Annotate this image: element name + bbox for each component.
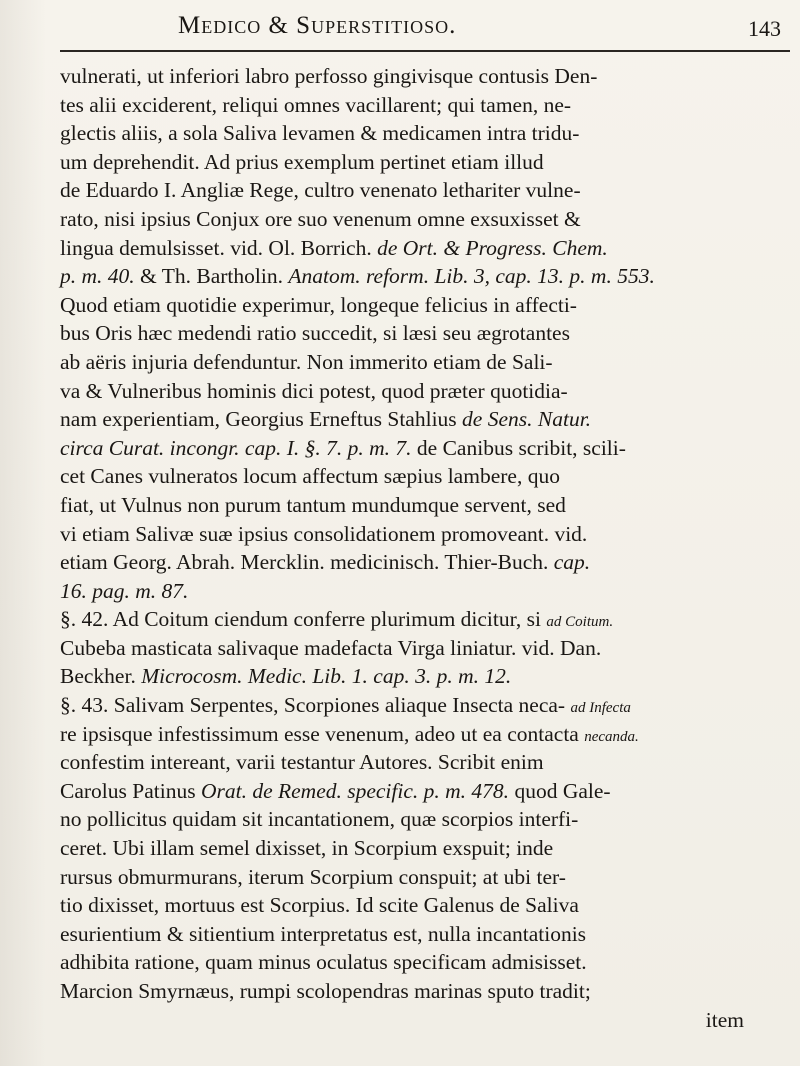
text-line xyxy=(60,291,784,320)
body-text-run: lingua demulsisset. vid. Ol. Borrich. xyxy=(60,235,378,260)
body-text-run: §. 43. Salivam Serpentes, Scorpiones aliaque Insecta neca- xyxy=(60,693,571,718)
text-line xyxy=(60,434,784,463)
body-text-run: fiat, ut Vulnus non purum tantum mundumque servent, sed xyxy=(60,492,566,517)
body-text-run: ab aëris injuria defenduntur. Non immerito etiam de Sali- xyxy=(60,349,553,374)
text-line xyxy=(60,691,784,720)
text-line xyxy=(60,662,784,691)
body-text-run: rursus obmurmurans, iterum Scorpium conspuit; at ubi ter- xyxy=(60,864,566,889)
body-text-run: item xyxy=(705,1007,744,1032)
body-text-run: de Canibus scribit, scili- xyxy=(411,435,626,460)
text-line xyxy=(60,805,784,834)
marginal-note: ad Coitum. xyxy=(546,614,614,631)
body-text-run: va & Vulneribus hominis dici potest, quod præter quotidia- xyxy=(60,378,568,403)
text-line xyxy=(60,377,784,406)
citation-text: Orat. de Remed. specific. p. m. 478. xyxy=(200,778,510,803)
body-text-run: quod Gale- xyxy=(509,778,611,803)
body-text-run: tio dixisset, mortuus est Scorpius. Id scite Galenus de Saliva xyxy=(60,893,579,918)
citation-text: 16. pag. m. 87. xyxy=(60,578,189,603)
running-title: Medico & Superstitioso. xyxy=(178,12,457,39)
text-line xyxy=(60,605,784,634)
body-text-run: Marcion Smyrnæus, rumpi scolopendras marinas sputo tradit; xyxy=(60,979,591,1003)
body-text-run: vulnerati, ut inferiori labro perfosso gingivisque contusis Den- xyxy=(60,64,598,88)
body-text-run: ceret. Ubi illam semel dixisset, in Scorpium exspuit; inde xyxy=(60,836,554,861)
text-line xyxy=(60,462,784,491)
text-line xyxy=(60,777,784,806)
body-text-run: de Eduardo I. Angliæ Rege, cultro venenato lethariter vulne- xyxy=(60,178,581,203)
text-line xyxy=(60,319,784,348)
text-line xyxy=(60,977,784,1006)
text-line xyxy=(60,548,784,577)
text-line xyxy=(60,119,784,148)
marginal-note: necanda. xyxy=(584,728,639,745)
text-line xyxy=(60,176,784,205)
body-text-run: bus Oris hæc medendi ratio succedit, si læsi seu ægrotantes xyxy=(60,321,570,346)
body-text-run: glectis aliis, a sola Saliva levamen & medicamen intra tridu- xyxy=(60,121,580,146)
citation-text: Anatom. reform. Lib. 3, cap. 13. p. m. 553. xyxy=(288,264,655,289)
page-gutter-shadow xyxy=(0,0,46,1066)
body-text-run: §. 42. Ad Coitum ciendum conferre plurimum dicitur, si xyxy=(60,607,547,632)
text-line xyxy=(60,262,784,291)
body-text-run: confestim intereant, varii testantur Autores. Scribit enim xyxy=(60,750,544,775)
text-line xyxy=(60,720,784,749)
body-text-run: um deprehendit. Ad prius exemplum pertinet etiam illud xyxy=(60,149,544,174)
body-text-run: cet Canes vulneratos locum affectum sæpius lambere, quo xyxy=(60,464,560,489)
body-text-run: esurientium & sitientium interpretatus est, nulla incantationis xyxy=(60,921,587,946)
running-head xyxy=(0,8,800,44)
body-text-run: & Th. Bartholin. xyxy=(134,264,289,289)
body-text-run: Quod etiam quotidie experimur, longeque felicius in affecti- xyxy=(60,292,577,317)
body-text-run: no pollicitus quidam sit incantationem, quæ scorpios interfi- xyxy=(60,807,579,832)
body-text-run: vi etiam Salivæ suæ ipsius consolidationem promoveant. vid. xyxy=(60,521,588,546)
body-text-run: Beckher. xyxy=(60,664,142,689)
text-line xyxy=(60,834,784,863)
body-text-run: Carolus Patinus xyxy=(60,778,201,803)
body-text-run: rato, nisi ipsius Conjux ore suo venenum omne exsuxisset & xyxy=(60,206,581,231)
text-line xyxy=(60,405,784,434)
body-text-run: Cubeba masticata salivaque madefacta Virga liniatur. vid. Dan. xyxy=(60,635,602,660)
citation-text: de Sens. Natur. xyxy=(462,407,592,432)
page-number: 143 xyxy=(748,16,781,41)
body-text-run: nam experientiam, Georgius Erneftus Stahlius xyxy=(60,407,463,432)
text-line xyxy=(60,920,784,949)
text-line xyxy=(60,748,784,777)
text-line xyxy=(60,520,784,549)
text-line xyxy=(60,948,784,977)
citation-text: cap. xyxy=(553,550,591,575)
header-rule xyxy=(60,50,790,52)
text-line xyxy=(60,863,784,892)
text-line xyxy=(60,205,784,234)
citation-text: p. m. 40. xyxy=(60,264,135,289)
text-line xyxy=(60,891,784,920)
body-text-run: tes alii exciderent, reliqui omnes vacillarent; qui tamen, ne- xyxy=(60,92,572,117)
body-text-run: etiam Georg. Abrah. Mercklin. medicinisch. Thier-Buch. xyxy=(60,550,554,575)
text-line xyxy=(60,348,784,377)
body-text xyxy=(60,62,784,1034)
text-line xyxy=(60,234,784,263)
body-text-run: adhibita ratione, quam minus oculatus specificam admisisset. xyxy=(60,950,587,975)
citation-text: de Ort. & Progress. Chem. xyxy=(377,235,608,260)
text-line xyxy=(60,62,784,91)
citation-text: circa Curat. incongr. cap. I. §. 7. p. m. 7. xyxy=(60,435,412,460)
text-line xyxy=(60,1006,784,1035)
text-line xyxy=(60,577,784,606)
text-line xyxy=(60,634,784,663)
body-text-run: re ipsisque infestissimum esse venenum, adeo ut ea contacta xyxy=(60,721,585,746)
text-line xyxy=(60,491,784,520)
text-line xyxy=(60,148,784,177)
text-line xyxy=(60,91,784,120)
citation-text: Microcosm. Medic. Lib. 1. cap. 3. p. m. 12. xyxy=(141,664,512,689)
marginal-note: ad Infecta xyxy=(570,700,631,717)
